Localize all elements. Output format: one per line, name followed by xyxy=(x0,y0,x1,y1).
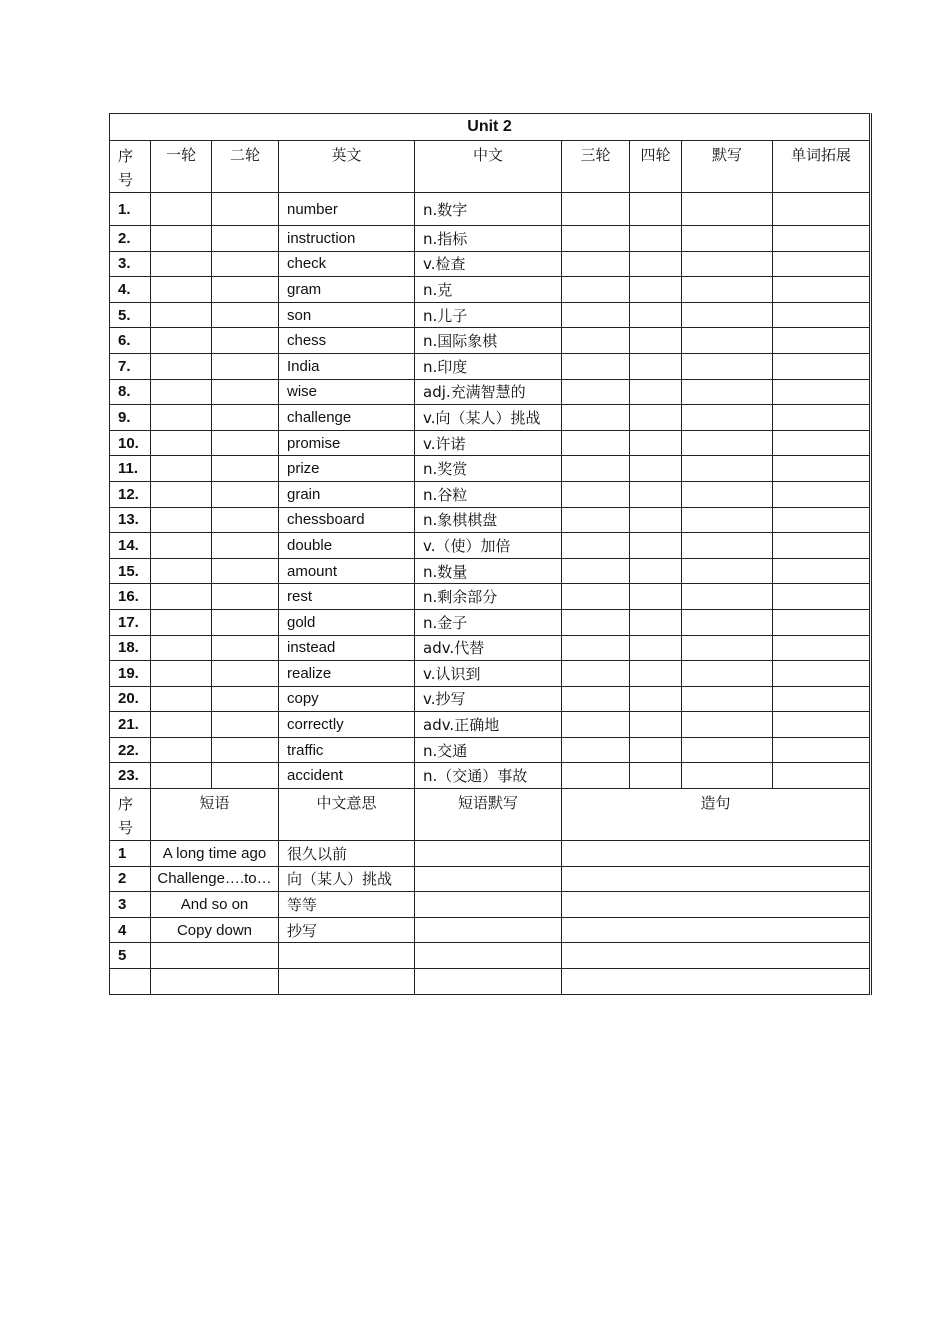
expansion-cell[interactable] xyxy=(773,507,870,533)
vocab-number: 2. xyxy=(110,226,151,252)
phrase-number: 2 xyxy=(110,866,151,892)
vocab-english: rest xyxy=(279,584,415,610)
vocab-chinese: n.象棋棋盘 xyxy=(415,507,562,533)
vocab-row xyxy=(110,328,870,354)
vocab-english: chessboard xyxy=(279,507,415,533)
round3-check-cell[interactable] xyxy=(562,226,630,252)
round1-check-cell[interactable] xyxy=(151,302,212,328)
vocab-number: 16. xyxy=(110,584,151,610)
expansion-cell[interactable] xyxy=(773,328,870,354)
round2-check-cell[interactable] xyxy=(212,226,279,252)
dictation-cell[interactable] xyxy=(682,251,773,277)
phrase-english: A long time ago xyxy=(151,841,279,867)
vocab-row xyxy=(110,558,870,584)
vocab-chinese: n.国际象棋 xyxy=(415,328,562,354)
vocab-chinese: adj.充满智慧的 xyxy=(415,379,562,405)
expansion-cell[interactable] xyxy=(773,558,870,584)
round1-check-cell[interactable] xyxy=(151,226,212,252)
dictation-cell[interactable] xyxy=(682,661,773,687)
vocab-number: 14. xyxy=(110,533,151,559)
round4-check-cell[interactable] xyxy=(630,277,682,303)
vocab-row xyxy=(110,193,870,226)
header-seq-text: 序号 xyxy=(118,147,134,189)
phrase-row xyxy=(110,917,870,943)
round3-check-cell[interactable] xyxy=(562,609,630,635)
vocab-row xyxy=(110,481,870,507)
round1-check-cell[interactable] xyxy=(151,533,212,559)
vocab-number: 7. xyxy=(110,353,151,379)
expansion-cell[interactable] xyxy=(773,635,870,661)
expansion-cell[interactable] xyxy=(773,763,870,789)
phrase-english xyxy=(151,943,279,969)
phrase-english: Challenge….to… xyxy=(151,866,279,892)
round3-check-cell[interactable] xyxy=(562,193,630,226)
vocab-row xyxy=(110,763,870,789)
dictation-cell[interactable] xyxy=(682,584,773,610)
round3-check-cell[interactable] xyxy=(562,481,630,507)
phrase-english: And so on xyxy=(151,892,279,918)
round4-check-cell[interactable] xyxy=(630,686,682,712)
vocab-row xyxy=(110,533,870,559)
vocab-chinese: n.儿子 xyxy=(415,302,562,328)
round4-check-cell[interactable] xyxy=(630,302,682,328)
vocab-header-row xyxy=(110,141,870,193)
vocab-row xyxy=(110,686,870,712)
vocab-chinese: v.认识到 xyxy=(415,661,562,687)
vocab-chinese: n.指标 xyxy=(415,226,562,252)
vocab-english: gold xyxy=(279,609,415,635)
round3-check-cell[interactable] xyxy=(562,635,630,661)
round1-check-cell[interactable] xyxy=(151,379,212,405)
vocab-chinese: v.向（某人）挑战 xyxy=(415,405,562,431)
expansion-cell[interactable] xyxy=(773,456,870,482)
phrase-sentence-cell[interactable] xyxy=(562,892,870,918)
expansion-cell[interactable] xyxy=(773,226,870,252)
phrase-english: Copy down xyxy=(151,917,279,943)
round3-check-cell[interactable] xyxy=(562,328,630,354)
vocab-english: instruction xyxy=(279,226,415,252)
phrase-number: 3 xyxy=(110,892,151,918)
round2-check-cell[interactable] xyxy=(212,328,279,354)
round2-check-cell[interactable] xyxy=(212,481,279,507)
phrase-chinese: 很久以前 xyxy=(279,841,415,867)
round2-check-cell[interactable] xyxy=(212,193,279,226)
round3-check-cell[interactable] xyxy=(562,430,630,456)
header-english: 英文 xyxy=(279,141,415,193)
round2-check-cell[interactable] xyxy=(212,763,279,789)
phrase-header-sentence: 造句 xyxy=(562,789,870,841)
round4-check-cell[interactable] xyxy=(630,251,682,277)
dictation-cell[interactable] xyxy=(682,533,773,559)
vocab-number: 6. xyxy=(110,328,151,354)
vocabulary-worksheet-table xyxy=(109,113,870,995)
phrase-header-seq xyxy=(110,789,151,841)
dictation-cell[interactable] xyxy=(682,507,773,533)
phrase-dictation-cell[interactable] xyxy=(415,917,562,943)
vocab-row xyxy=(110,712,870,738)
phrase-chinese: 向（某人）挑战 xyxy=(279,866,415,892)
header-round2: 二轮 xyxy=(212,141,279,193)
vocab-row xyxy=(110,584,870,610)
dictation-cell[interactable] xyxy=(682,353,773,379)
phrase-dictation-cell[interactable] xyxy=(415,892,562,918)
expansion-cell[interactable] xyxy=(773,430,870,456)
expansion-cell[interactable] xyxy=(773,353,870,379)
round4-check-cell[interactable] xyxy=(630,405,682,431)
vocab-number: 10. xyxy=(110,430,151,456)
vocab-row xyxy=(110,302,870,328)
phrase-sentence-cell[interactable] xyxy=(562,866,870,892)
vocab-chinese: v.抄写 xyxy=(415,686,562,712)
vocab-number: 12. xyxy=(110,481,151,507)
vocab-row xyxy=(110,251,870,277)
dictation-cell[interactable] xyxy=(682,328,773,354)
phrase-row xyxy=(110,969,870,995)
round4-check-cell[interactable] xyxy=(630,584,682,610)
round1-check-cell[interactable] xyxy=(151,193,212,226)
vocab-row xyxy=(110,635,870,661)
round1-check-cell[interactable] xyxy=(151,558,212,584)
dictation-cell[interactable] xyxy=(682,686,773,712)
dictation-cell[interactable] xyxy=(682,609,773,635)
vocab-number: 9. xyxy=(110,405,151,431)
phrase-header-dictation: 短语默写 xyxy=(415,789,562,841)
round2-check-cell[interactable] xyxy=(212,277,279,303)
round2-check-cell[interactable] xyxy=(212,507,279,533)
vocab-row xyxy=(110,277,870,303)
phrase-sentence-cell[interactable] xyxy=(562,969,870,995)
vocab-english: number xyxy=(279,193,415,226)
round1-check-cell[interactable] xyxy=(151,507,212,533)
phrase-chinese xyxy=(279,969,415,995)
header-round1: 一轮 xyxy=(151,141,212,193)
round2-check-cell[interactable] xyxy=(212,686,279,712)
vocab-number: 20. xyxy=(110,686,151,712)
vocab-number: 5. xyxy=(110,302,151,328)
round2-check-cell[interactable] xyxy=(212,533,279,559)
round4-check-cell[interactable] xyxy=(630,737,682,763)
vocab-row xyxy=(110,430,870,456)
round1-check-cell[interactable] xyxy=(151,712,212,738)
vocab-number: 1. xyxy=(110,193,151,226)
round4-check-cell[interactable] xyxy=(630,533,682,559)
expansion-cell[interactable] xyxy=(773,737,870,763)
dictation-cell[interactable] xyxy=(682,193,773,226)
round4-check-cell[interactable] xyxy=(630,353,682,379)
dictation-cell[interactable] xyxy=(682,277,773,303)
phrase-dictation-cell[interactable] xyxy=(415,866,562,892)
expansion-cell[interactable] xyxy=(773,379,870,405)
vocab-chinese: n.交通 xyxy=(415,737,562,763)
round2-check-cell[interactable] xyxy=(212,302,279,328)
vocab-english: promise xyxy=(279,430,415,456)
dictation-cell[interactable] xyxy=(682,302,773,328)
phrase-chinese: 等等 xyxy=(279,892,415,918)
vocab-chinese: adv.正确地 xyxy=(415,712,562,738)
header-expansion: 单词拓展 xyxy=(773,141,870,193)
phrase-row xyxy=(110,866,870,892)
dictation-cell[interactable] xyxy=(682,456,773,482)
round1-check-cell[interactable] xyxy=(151,584,212,610)
round4-check-cell[interactable] xyxy=(630,481,682,507)
vocab-chinese: n.克 xyxy=(415,277,562,303)
phrase-chinese: 抄写 xyxy=(279,917,415,943)
expansion-cell[interactable] xyxy=(773,609,870,635)
round2-check-cell[interactable] xyxy=(212,456,279,482)
round4-check-cell[interactable] xyxy=(630,558,682,584)
round1-check-cell[interactable] xyxy=(151,737,212,763)
expansion-cell[interactable] xyxy=(773,533,870,559)
round1-check-cell[interactable] xyxy=(151,277,212,303)
phrase-sentence-cell[interactable] xyxy=(562,917,870,943)
vocab-number: 13. xyxy=(110,507,151,533)
round2-check-cell[interactable] xyxy=(212,635,279,661)
vocab-english: wise xyxy=(279,379,415,405)
round2-check-cell[interactable] xyxy=(212,430,279,456)
vocab-row xyxy=(110,507,870,533)
round1-check-cell[interactable] xyxy=(151,456,212,482)
round3-check-cell[interactable] xyxy=(562,507,630,533)
vocab-chinese: n.印度 xyxy=(415,353,562,379)
phrase-sentence-cell[interactable] xyxy=(562,841,870,867)
vocab-chinese: n.奖赏 xyxy=(415,456,562,482)
round1-check-cell[interactable] xyxy=(151,353,212,379)
phrase-number: 4 xyxy=(110,917,151,943)
vocab-row xyxy=(110,661,870,687)
vocab-row xyxy=(110,405,870,431)
round3-check-cell[interactable] xyxy=(562,584,630,610)
expansion-cell[interactable] xyxy=(773,481,870,507)
round1-check-cell[interactable] xyxy=(151,635,212,661)
round1-check-cell[interactable] xyxy=(151,609,212,635)
vocab-number: 18. xyxy=(110,635,151,661)
round3-check-cell[interactable] xyxy=(562,686,630,712)
round1-check-cell[interactable] xyxy=(151,328,212,354)
expansion-cell[interactable] xyxy=(773,712,870,738)
phrase-row xyxy=(110,892,870,918)
vocab-chinese: adv.代替 xyxy=(415,635,562,661)
round3-check-cell[interactable] xyxy=(562,661,630,687)
header-chinese: 中文 xyxy=(415,141,562,193)
round4-check-cell[interactable] xyxy=(630,328,682,354)
round3-check-cell[interactable] xyxy=(562,558,630,584)
vocab-english: India xyxy=(279,353,415,379)
round3-check-cell[interactable] xyxy=(562,251,630,277)
vocab-english: realize xyxy=(279,661,415,687)
vocab-chinese: n.（交通）事故 xyxy=(415,763,562,789)
phrase-dictation-cell[interactable] xyxy=(415,943,562,969)
round2-check-cell[interactable] xyxy=(212,353,279,379)
dictation-cell[interactable] xyxy=(682,379,773,405)
round2-check-cell[interactable] xyxy=(212,737,279,763)
phrase-header-meaning: 中文意思 xyxy=(279,789,415,841)
round3-check-cell[interactable] xyxy=(562,712,630,738)
round2-check-cell[interactable] xyxy=(212,584,279,610)
vocab-chinese: v.检查 xyxy=(415,251,562,277)
round2-check-cell[interactable] xyxy=(212,251,279,277)
vocab-number: 4. xyxy=(110,277,151,303)
phrase-row xyxy=(110,841,870,867)
round1-check-cell[interactable] xyxy=(151,430,212,456)
round1-check-cell[interactable] xyxy=(151,686,212,712)
vocab-english: check xyxy=(279,251,415,277)
vocab-row xyxy=(110,609,870,635)
phrase-chinese xyxy=(279,943,415,969)
round4-check-cell[interactable] xyxy=(630,379,682,405)
phrase-header-phrase: 短语 xyxy=(151,789,279,841)
vocab-row xyxy=(110,226,870,252)
round3-check-cell[interactable] xyxy=(562,533,630,559)
vocab-english: prize xyxy=(279,456,415,482)
vocab-chinese: n.剩余部分 xyxy=(415,584,562,610)
round1-check-cell[interactable] xyxy=(151,481,212,507)
expansion-cell[interactable] xyxy=(773,251,870,277)
phrase-number: 1 xyxy=(110,841,151,867)
header-seq xyxy=(110,141,151,193)
round2-check-cell[interactable] xyxy=(212,405,279,431)
round4-check-cell[interactable] xyxy=(630,763,682,789)
expansion-cell[interactable] xyxy=(773,193,870,226)
round4-check-cell[interactable] xyxy=(630,661,682,687)
round3-check-cell[interactable] xyxy=(562,763,630,789)
vocab-number: 23. xyxy=(110,763,151,789)
dictation-cell[interactable] xyxy=(682,405,773,431)
round1-check-cell[interactable] xyxy=(151,405,212,431)
round3-check-cell[interactable] xyxy=(562,277,630,303)
vocab-english: double xyxy=(279,533,415,559)
vocab-english: amount xyxy=(279,558,415,584)
phrase-number xyxy=(110,969,151,995)
header-round4: 四轮 xyxy=(630,141,682,193)
round4-check-cell[interactable] xyxy=(630,609,682,635)
phrase-dictation-cell[interactable] xyxy=(415,841,562,867)
vocab-number: 21. xyxy=(110,712,151,738)
dictation-cell[interactable] xyxy=(682,635,773,661)
phrase-row xyxy=(110,943,870,969)
vocab-number: 19. xyxy=(110,661,151,687)
phrase-dictation-cell[interactable] xyxy=(415,969,562,995)
table-right-double-border xyxy=(869,113,872,995)
vocab-number: 17. xyxy=(110,609,151,635)
expansion-cell[interactable] xyxy=(773,277,870,303)
phrase-sentence-cell[interactable] xyxy=(562,943,870,969)
round1-check-cell[interactable] xyxy=(151,251,212,277)
round2-check-cell[interactable] xyxy=(212,712,279,738)
round4-check-cell[interactable] xyxy=(630,507,682,533)
expansion-cell[interactable] xyxy=(773,584,870,610)
dictation-cell[interactable] xyxy=(682,763,773,789)
vocab-english: copy xyxy=(279,686,415,712)
vocab-chinese: n.金子 xyxy=(415,609,562,635)
round4-check-cell[interactable] xyxy=(630,635,682,661)
round1-check-cell[interactable] xyxy=(151,661,212,687)
expansion-cell[interactable] xyxy=(773,405,870,431)
vocab-english: accident xyxy=(279,763,415,789)
round3-check-cell[interactable] xyxy=(562,456,630,482)
vocab-chinese: n.数字 xyxy=(415,193,562,226)
round2-check-cell[interactable] xyxy=(212,609,279,635)
vocab-english: gram xyxy=(279,277,415,303)
vocab-number: 3. xyxy=(110,251,151,277)
vocab-number: 22. xyxy=(110,737,151,763)
dictation-cell[interactable] xyxy=(682,712,773,738)
round3-check-cell[interactable] xyxy=(562,379,630,405)
vocab-row xyxy=(110,456,870,482)
vocab-chinese: v.（使）加倍 xyxy=(415,533,562,559)
expansion-cell[interactable] xyxy=(773,302,870,328)
round1-check-cell[interactable] xyxy=(151,763,212,789)
round3-check-cell[interactable] xyxy=(562,353,630,379)
round4-check-cell[interactable] xyxy=(630,430,682,456)
expansion-cell[interactable] xyxy=(773,661,870,687)
title-row xyxy=(110,114,870,141)
round4-check-cell[interactable] xyxy=(630,226,682,252)
phrase-english xyxy=(151,969,279,995)
vocab-row xyxy=(110,379,870,405)
round3-check-cell[interactable] xyxy=(562,737,630,763)
vocab-number: 11. xyxy=(110,456,151,482)
vocab-english: instead xyxy=(279,635,415,661)
round4-check-cell[interactable] xyxy=(630,193,682,226)
round2-check-cell[interactable] xyxy=(212,661,279,687)
round2-check-cell[interactable] xyxy=(212,558,279,584)
expansion-cell[interactable] xyxy=(773,686,870,712)
dictation-cell[interactable] xyxy=(682,226,773,252)
round2-check-cell[interactable] xyxy=(212,379,279,405)
header-dictation: 默写 xyxy=(682,141,773,193)
header-round3: 三轮 xyxy=(562,141,630,193)
vocab-english: correctly xyxy=(279,712,415,738)
vocab-english: son xyxy=(279,302,415,328)
dictation-cell[interactable] xyxy=(682,558,773,584)
vocab-number: 8. xyxy=(110,379,151,405)
vocab-chinese: n.谷粒 xyxy=(415,481,562,507)
phrase-header-row xyxy=(110,789,870,841)
dictation-cell[interactable] xyxy=(682,737,773,763)
phrase-header-seq-text: 序号 xyxy=(118,795,134,838)
round4-check-cell[interactable] xyxy=(630,712,682,738)
vocab-row xyxy=(110,737,870,763)
page-title: Unit 2 xyxy=(110,114,870,141)
dictation-cell[interactable] xyxy=(682,430,773,456)
vocab-english: grain xyxy=(279,481,415,507)
vocab-number: 15. xyxy=(110,558,151,584)
phrase-number: 5 xyxy=(110,943,151,969)
vocab-chinese: v.许诺 xyxy=(415,430,562,456)
vocab-row xyxy=(110,353,870,379)
vocab-english: traffic xyxy=(279,737,415,763)
dictation-cell[interactable] xyxy=(682,481,773,507)
vocab-english: challenge xyxy=(279,405,415,431)
vocab-chinese: n.数量 xyxy=(415,558,562,584)
round4-check-cell[interactable] xyxy=(630,456,682,482)
round3-check-cell[interactable] xyxy=(562,405,630,431)
round3-check-cell[interactable] xyxy=(562,302,630,328)
vocab-english: chess xyxy=(279,328,415,354)
